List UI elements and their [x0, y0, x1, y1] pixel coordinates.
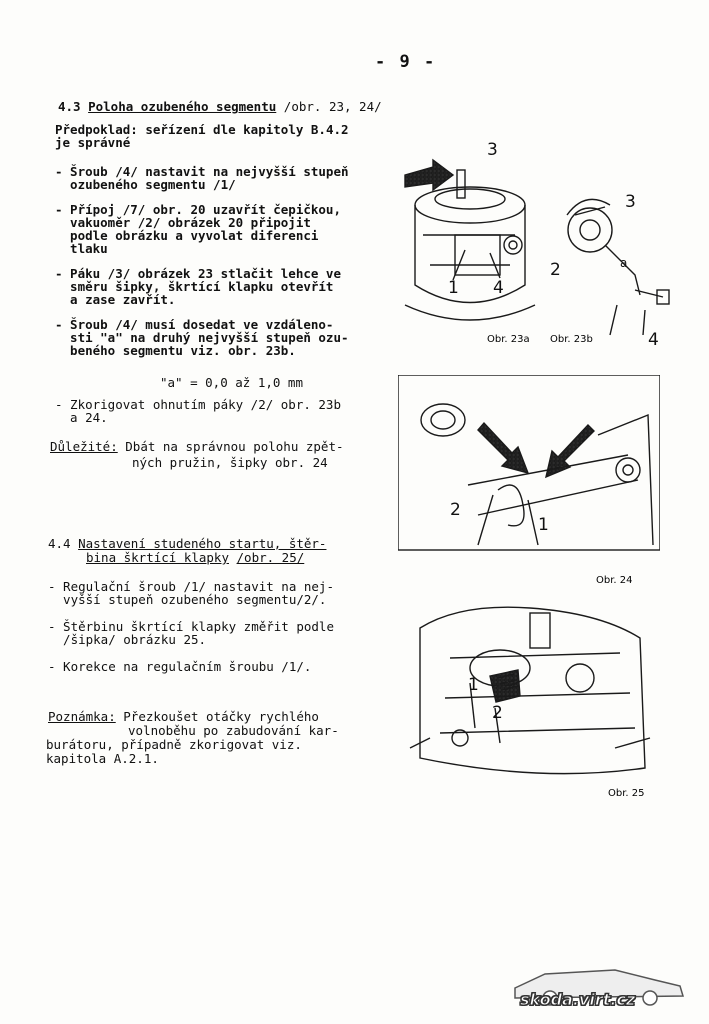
- section-4-3-heading: [58, 100, 382, 113]
- bullet-3-line-1: - Páku /3/ obrázek 23 stlačit lehce ve: [55, 266, 341, 281]
- section-number: 4.3: [58, 99, 81, 114]
- bullet-5-line-1: - Zkorigovat ohnutím páky /2/ obr. 23b: [55, 397, 341, 412]
- note-text-3: burátoru, případně zkorigovat viz.: [46, 737, 302, 752]
- precondition-line-2: je správné: [55, 135, 131, 150]
- figure-25-cold-start-illustration: [400, 598, 662, 800]
- figure-23-carburetor-illustration: [395, 135, 695, 355]
- bullet-2-line-4: tlaku: [55, 241, 108, 256]
- important-label: Důležité:: [50, 439, 118, 454]
- bullet-3-line-3: a zase zavřít.: [55, 292, 176, 307]
- fig24-caption: Obr. 24: [596, 575, 633, 585]
- section-title-line-1: Nastavení studeného startu, štěr-: [78, 536, 327, 551]
- bullet-4-line-3: beného segmentu viz. obr. 23b.: [55, 343, 296, 358]
- section-title: Poloha ozubeného segmentu: [88, 99, 277, 114]
- watermark-logo: [495, 956, 695, 1016]
- bullet-2-line-2: /šipka/ obrázku 25.: [48, 632, 207, 647]
- note-line-1: [48, 710, 319, 723]
- fig24-label-1: 1: [538, 515, 549, 535]
- precondition-text: seřízení dle kapitoly B.4.2: [145, 122, 349, 137]
- bullet-list-4-4: [48, 580, 334, 673]
- fig23b-label-a: a: [620, 256, 628, 270]
- fig25-label-2: 2: [492, 703, 503, 723]
- fig23b-label-4: 4: [648, 330, 659, 350]
- fig24-label-2: 2: [450, 500, 461, 520]
- bullet-2-line-1: - Štěrbinu škrtící klapky změřit podle: [48, 619, 334, 634]
- bullet-5: [55, 398, 341, 424]
- section-4-4-heading-2: [86, 551, 304, 564]
- fig23b-caption: Obr. 23b: [550, 334, 593, 345]
- bullet-2-line-3: podle obrázku a vyvolat diferenci: [55, 228, 319, 243]
- bullet-4-line-2: sti "a" na druhý nejvyšší stupeň ozu-: [55, 330, 349, 345]
- bullet-3-line-2: směru šipky, škrtící klapku otevřít: [55, 279, 334, 294]
- important-text-1: Dbát na správnou polohu zpět-: [125, 439, 344, 454]
- fig23a-label-4: 4: [493, 278, 504, 298]
- figure-24-return-springs-illustration: [398, 375, 660, 585]
- section-title-line-2: bina škrtící klapky: [86, 550, 229, 565]
- fig23b-label-2: 2: [550, 260, 561, 280]
- bullet-3-line-1: - Korekce na regulačním šroubu /1/.: [48, 659, 312, 674]
- bullet-1-line-2: ozubeného segmentu /1/: [55, 177, 236, 192]
- formula-a: "a" = 0,0 až 1,0 mm: [160, 375, 303, 390]
- section-ref: /obr. 25/: [236, 550, 305, 565]
- section-4-4-heading: [48, 537, 326, 550]
- fig23a-label-1: 1: [448, 278, 459, 298]
- bullet-2-line-2: vakuoměr /2/ obrázek 20 připojit: [55, 215, 311, 230]
- bullet-4-line-1: - Šroub /4/ musí dosedat ve vzdáleno-: [55, 317, 334, 332]
- precondition-label: Předpoklad:: [55, 122, 138, 137]
- fig23b-label-3: 3: [625, 192, 636, 212]
- fig25-caption: Obr. 25: [608, 788, 645, 799]
- bullet-1-line-1: - Regulační šroub /1/ nastavit na nej-: [48, 579, 334, 594]
- watermark-text: skoda.virt.cz: [520, 990, 636, 1009]
- page-number: - 9 -: [375, 52, 437, 72]
- important-line-1: [50, 440, 344, 453]
- note-text-1: Přezkoušet otáčky rychlého: [123, 709, 319, 724]
- bullet-2-line-1: - Přípoj /7/ obr. 20 uzavřít čepičkou,: [55, 202, 341, 217]
- section-number: 4.4: [48, 536, 71, 551]
- section-ref: /obr. 23, 24/: [283, 99, 382, 114]
- bullet-list-4-3: [55, 165, 349, 357]
- important-text-2: ných pružin, šipky obr. 24: [132, 455, 328, 470]
- bullet-1-line-2: vyšší stupeň ozubeného segmentu/2/.: [48, 592, 327, 607]
- fig23a-caption: Obr. 23a: [487, 334, 530, 345]
- fig25-label-1: 1: [468, 675, 479, 695]
- note-label: Poznámka:: [48, 709, 116, 724]
- bullet-1-line-1: - Šroub /4/ nastavit na nejvyšší stupeň: [55, 164, 349, 179]
- note-text-2: volnoběhu po zabudování kar-: [128, 723, 339, 738]
- note-text-4: kapitola A.2.1.: [46, 751, 159, 766]
- bullet-5-line-2: a 24.: [55, 410, 108, 425]
- fig23a-label-3: 3: [487, 140, 498, 160]
